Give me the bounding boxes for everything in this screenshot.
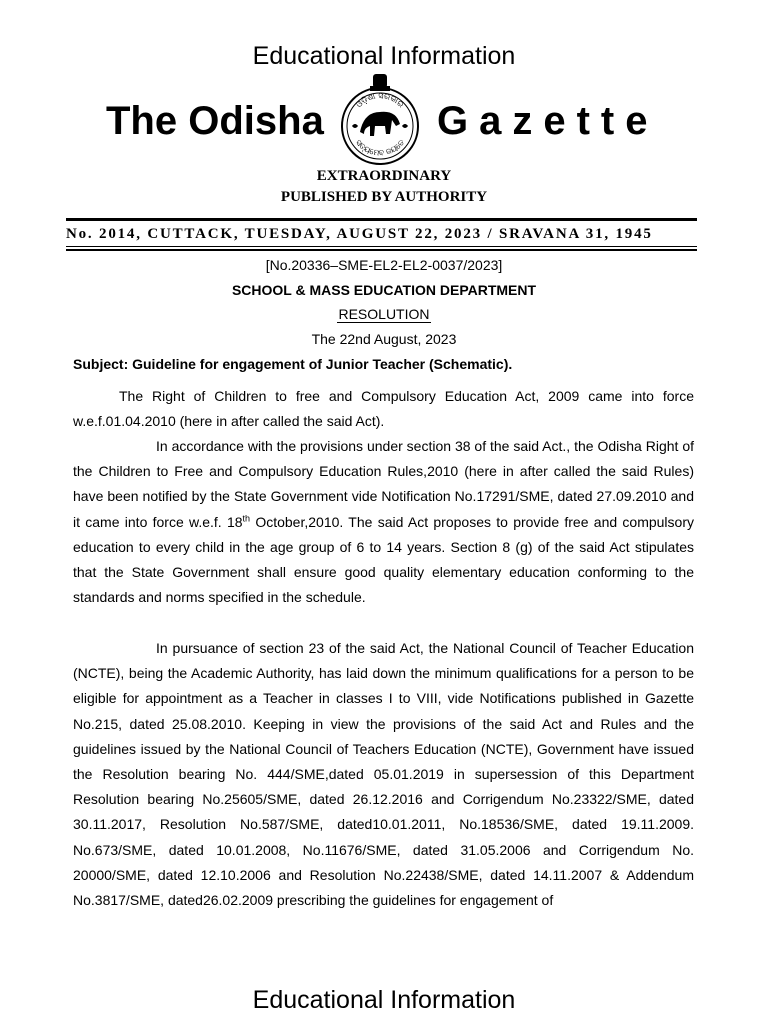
resolution-date: The 22nd August, 2023 <box>311 331 457 347</box>
reference-number: [No.20336–SME-EL2-EL2-0037/2023] <box>265 257 503 273</box>
svg-text:ଓଡ଼ିଶା ସରକାର <box>354 91 405 109</box>
masthead-rule-top <box>66 218 697 221</box>
paragraph-2 <box>73 434 694 610</box>
masthead-rule-bottom <box>66 249 697 251</box>
issue-line: No. 2014, CUTTACK, TUESDAY, AUGUST 22, 2023 / SRAVANA 31, 1945 <box>66 226 653 242</box>
emblem-text-bottom: ସତ୍ୟମେବ ଜୟତେ <box>353 137 407 158</box>
published-by-authority-label: PUBLISHED BY AUTHORITY <box>280 189 488 205</box>
paragraph-3-text: In pursuance of section 23 of the said Act, the National Council of Teacher Education (NCTE), being the Academic Authority, has laid down the minimum qualifications for a person to be eligible for appointment as a Teacher in classes I to VIII, vide Notifications published in Gazette No.215, dated 25.08.2010. Keeping in view the provisions of the said Act and Rules and the guidelines issued by the National Council of Teachers Education (NCTE), Government have issued the Resolution bearing No. 444/SME,dated 05.01.2019 in supersession of this Department Resolution bearing No.25605/SME, dated 26.12.2016 and Corrigendum No.23322/SME, dated 30.11.2017, Resolution No.587/SME, dated10.01.2011, No.18536/SME, dated 19.11.2009. No.673/SME, dated 10.01.2008, No.11676/SME, dated 31.05.2006 and Corrigendum No. 20000/SME, dated 12.10.2006 and Resolution No.22438/SME, dated 14.11.2007 & Addendum No.3817/SME, dated26.02.2009 prescribing the guidelines for engagement of <box>73 640 694 909</box>
department-name: SCHOOL & MASS EDUCATION DEPARTMENT <box>231 282 537 298</box>
header-watermark-label: Educational Information <box>252 42 516 70</box>
gazette-title-right: Gazette <box>437 99 659 143</box>
paragraph-1 <box>73 384 694 434</box>
masthead-rule-bottom-thin <box>66 246 697 247</box>
svg-text:ସତ୍ୟମେବ ଜୟତେ <box>354 138 407 158</box>
state-emblem-seal <box>330 68 430 168</box>
gazette-title-left: The Odisha <box>106 99 324 143</box>
subject-line: Subject: Guideline for engagement of Junior Teacher (Schematic). <box>73 356 513 372</box>
paragraph-2-text-a: In accordance with the provisions under section 38 of the said Act., the Odisha Right of the Children to Free and Compulsory Education Rules,2010 (here in after called the said Rules) have been notified by the State Government vide Notification No.17291/SME, dated 27.09.2010 and it came into force w.e.f. 18 <box>73 438 694 530</box>
footer-watermark-label: Educational Information <box>252 986 516 1014</box>
paragraph-2-text-b: October,2010. The said Act proposes to provide free and compulsory education to every child in the age group of 6 to 14 years. Section 8 (g) of the said Act stipulates that the State Government shall ensure good quality elementary education conforming to the standards and norms specified in the schedule. <box>73 513 694 606</box>
emblem-text-top: ଓଡ଼ିଶା ସରକାର <box>354 91 406 110</box>
ordinal-suffix: th <box>242 512 251 523</box>
paragraph-3 <box>73 636 694 913</box>
paragraph-1-text: The Right of Children to free and Compulsory Education Act, 2009 came into force w.e.f.01.04.2010 (here in after called the said Act). <box>73 388 694 430</box>
extraordinary-label: EXTRAORDINARY <box>316 168 452 184</box>
resolution-heading <box>0 306 768 322</box>
resolution-heading-text: RESOLUTION <box>338 306 430 322</box>
